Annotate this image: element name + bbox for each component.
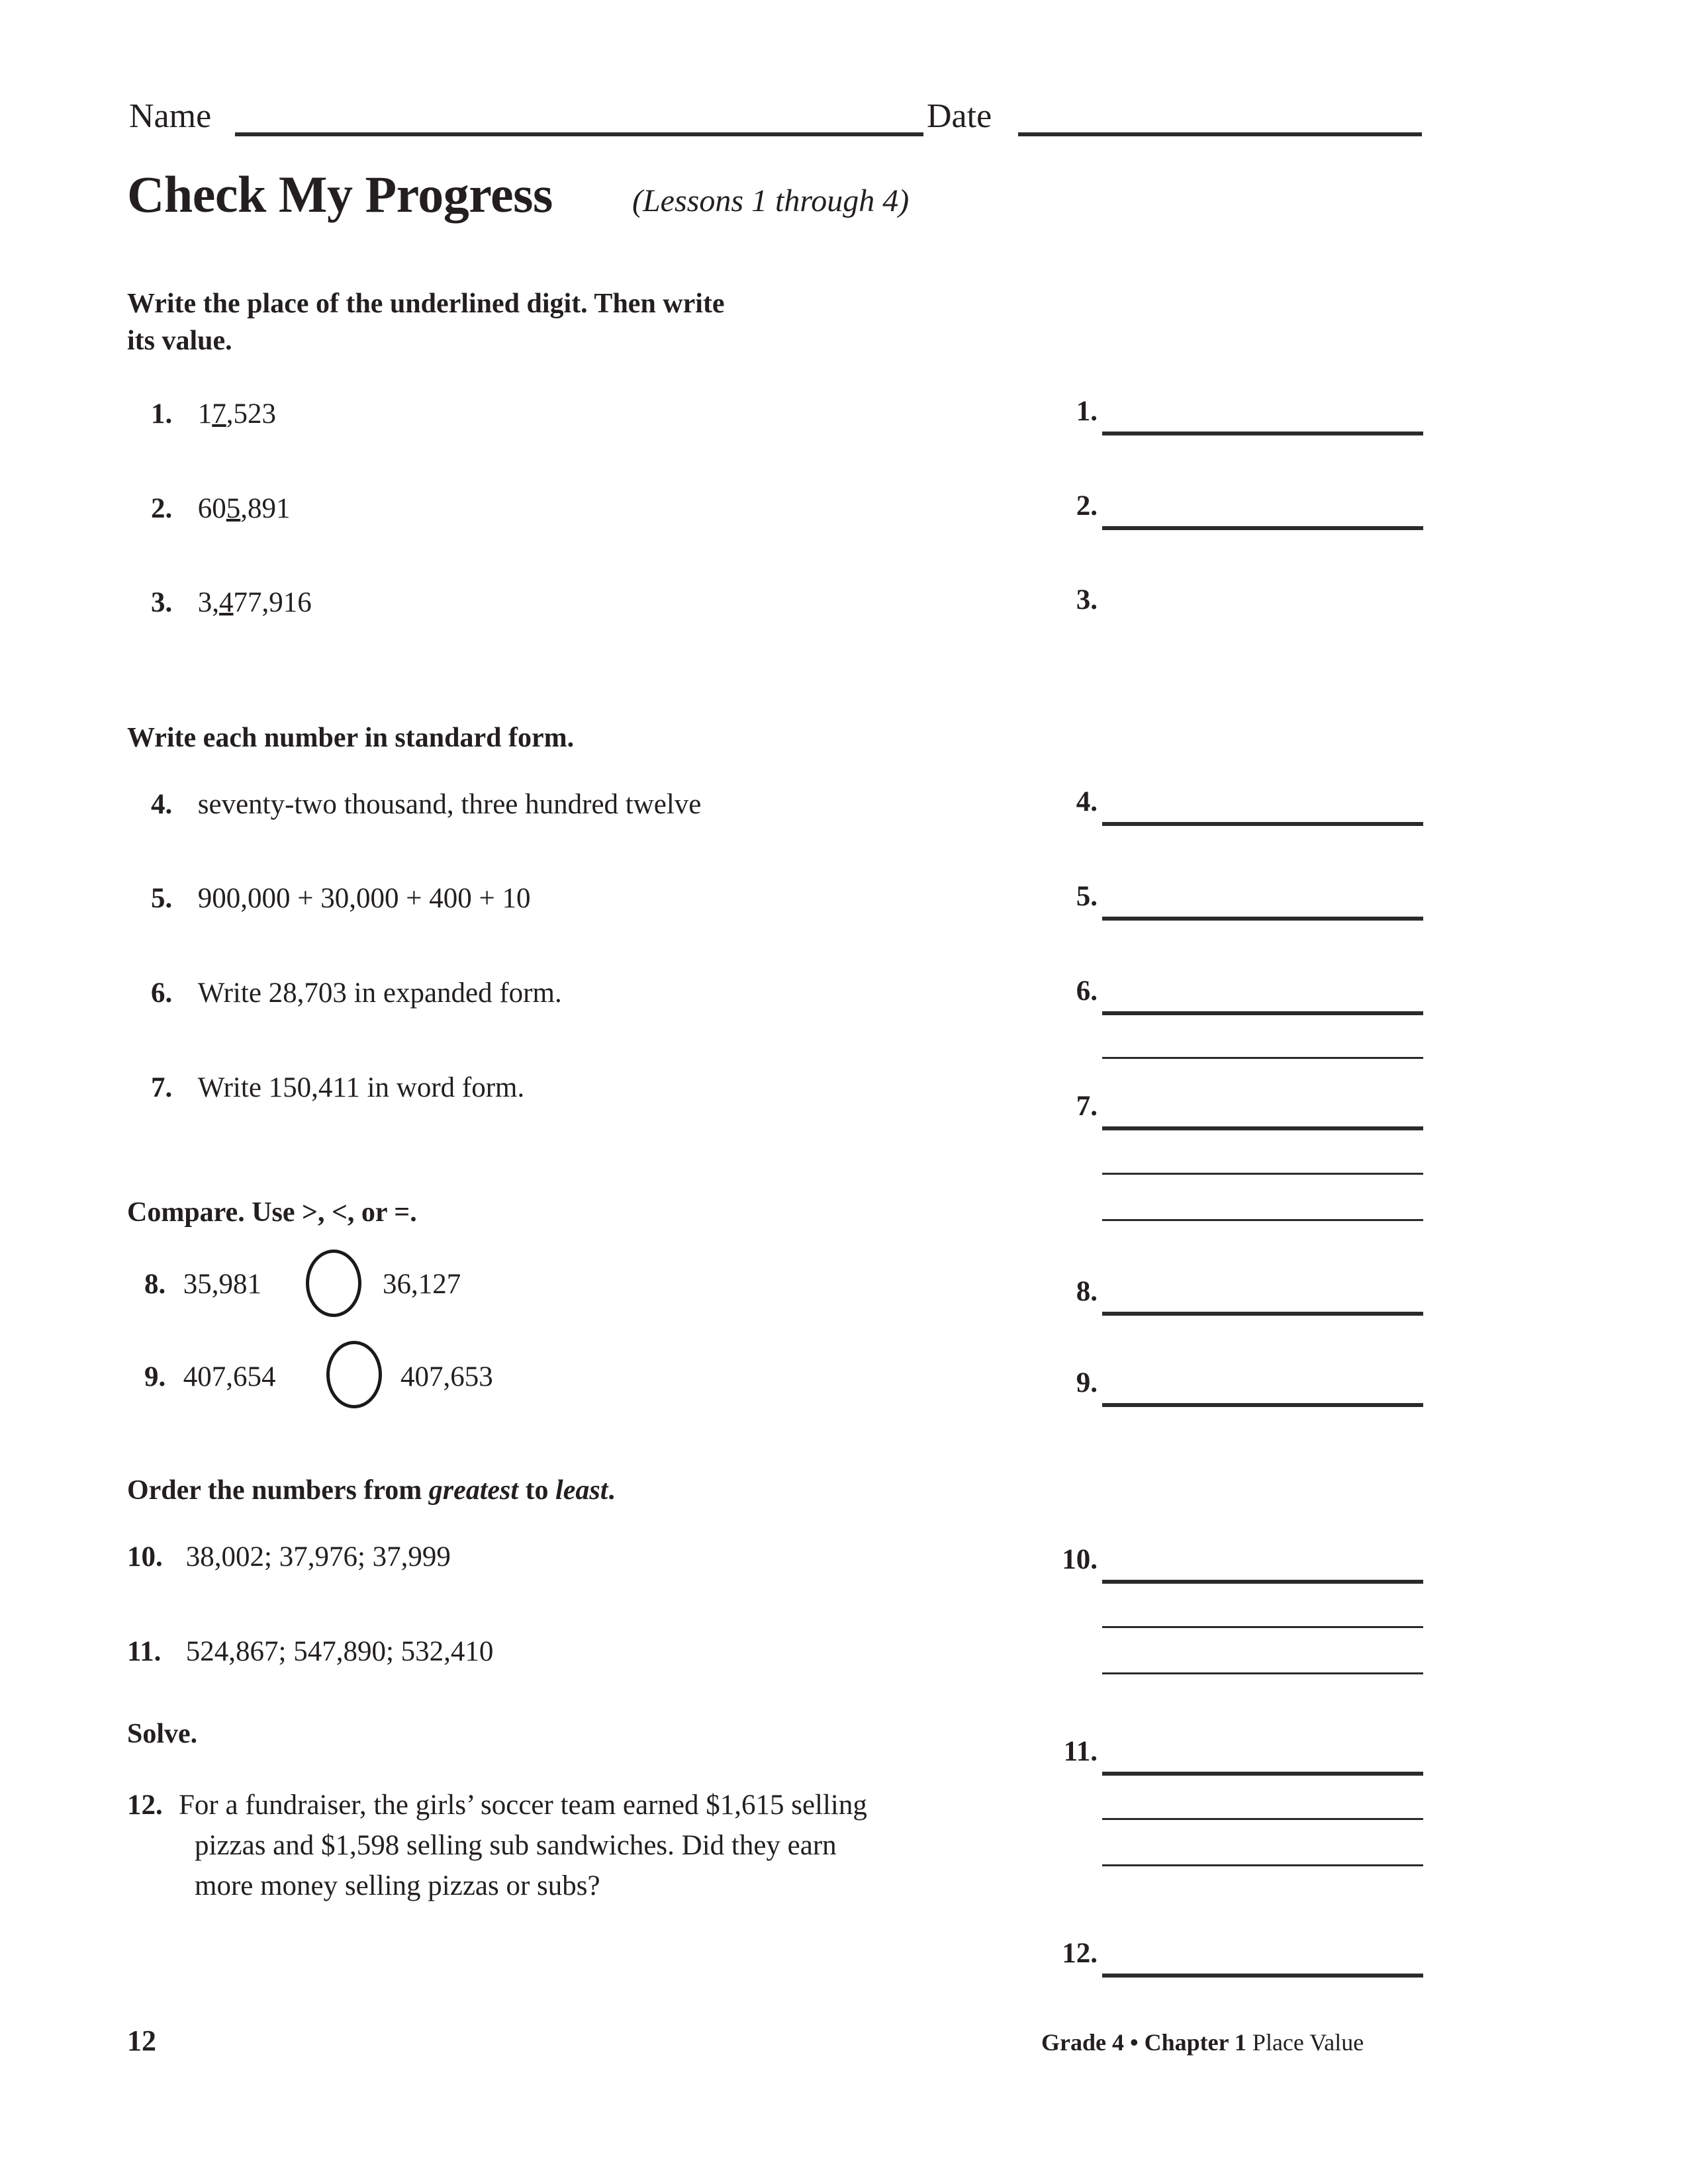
footer-page-number: 12: [127, 2025, 156, 2057]
compare-circle-8[interactable]: [306, 1250, 361, 1317]
problem-8: [144, 1264, 261, 1304]
problem-11-text: 524,867; 547,890; 532,410: [185, 1636, 494, 1667]
name-input-line[interactable]: [235, 132, 923, 136]
problem-2-number: 2.: [151, 493, 173, 524]
problem-1-pre: 1: [197, 398, 212, 430]
problem-10-number: 10.: [127, 1541, 163, 1572]
footer-source-bold: Grade 4 • Chapter 1: [1041, 2029, 1246, 2056]
problem-10: [127, 1537, 451, 1577]
problem-12-line2: pizzas and $1,598 selling sub sandwiches. Did they earn: [195, 1830, 837, 1862]
problem-5-text: 900,000 + 30,000 + 400 + 10: [197, 883, 531, 914]
problem-1: [151, 394, 276, 434]
problem-4-text: seventy-two thousand, three hundred twelve: [197, 789, 702, 820]
answer-line-1-a[interactable]: [1102, 432, 1423, 435]
problem-8-number: 8.: [144, 1269, 166, 1300]
problem-1-number: 1.: [151, 398, 173, 430]
answer-line-12-a[interactable]: [1102, 1974, 1423, 1978]
problem-11-number: 11.: [127, 1636, 162, 1667]
direction-compare: Compare. Use >, <, or =.: [127, 1197, 417, 1228]
answer-number-12: 12.: [1062, 1938, 1098, 1969]
problem-12-number: 12.: [127, 1790, 163, 1821]
problem-9: [144, 1357, 276, 1397]
date-label: Date: [927, 97, 992, 135]
problem-12-line1: For a fundraiser, the girls’ soccer team earned $1,615 selling: [179, 1790, 867, 1821]
compare-circle-9[interactable]: [326, 1341, 382, 1408]
direction-order-post: .: [608, 1475, 615, 1506]
answer-number-11: 11.: [1063, 1736, 1098, 1767]
problem-6-number: 6.: [151, 978, 173, 1009]
problem-2-pre: 60: [197, 493, 226, 524]
answer-line-2-a[interactable]: [1102, 526, 1423, 530]
title-lessons-range: (Lessons 1 through 4): [632, 183, 910, 218]
problem-5-number: 5.: [151, 883, 173, 914]
answer-number-6: 6.: [1076, 976, 1098, 1007]
problem-7-text: Write 150,411 in word form.: [197, 1072, 525, 1103]
answer-line-11-c[interactable]: [1102, 1864, 1423, 1866]
direction-order-least: least: [555, 1475, 608, 1506]
problem-8-left-value: 35,981: [183, 1269, 261, 1300]
answer-number-4: 4.: [1076, 786, 1098, 817]
problem-9-right-value: 407,653: [400, 1361, 493, 1392]
answer-line-10-a[interactable]: [1102, 1580, 1423, 1584]
problem-3-underlined-digit: 4: [219, 587, 234, 618]
problem-10-text: 38,002; 37,976; 37,999: [185, 1541, 451, 1572]
answer-line-6-b[interactable]: [1102, 1057, 1423, 1059]
problem-3-number: 3.: [151, 587, 173, 618]
direction-standard-form: Write each number in standard form.: [127, 723, 575, 753]
problem-8-right-value: 36,127: [383, 1269, 461, 1300]
problem-4-number: 4.: [151, 789, 173, 820]
problem-2: [151, 488, 291, 529]
problem-3-pre: 3,: [197, 587, 219, 618]
answer-number-7: 7.: [1076, 1091, 1098, 1122]
problem-4: [151, 784, 701, 825]
answer-line-8-a[interactable]: [1102, 1312, 1423, 1316]
direction-place-value-line1: Write the place of the underlined digit. Then write: [127, 289, 725, 319]
problem-5: [151, 878, 531, 919]
answer-line-7-b[interactable]: [1102, 1173, 1423, 1175]
answer-line-9-a[interactable]: [1102, 1403, 1423, 1407]
answer-line-4-a[interactable]: [1102, 822, 1423, 826]
answer-number-5: 5.: [1076, 881, 1098, 912]
answer-number-1: 1.: [1076, 396, 1098, 427]
problem-9-left-value: 407,654: [183, 1361, 276, 1392]
answer-number-2: 2.: [1076, 490, 1098, 522]
direction-order: [127, 1473, 615, 1509]
direction-order-greatest: greatest: [428, 1475, 519, 1506]
name-label: Name: [129, 97, 212, 135]
answer-number-3: 3.: [1076, 584, 1098, 615]
problem-2-post: ,891: [240, 493, 291, 524]
answer-number-9: 9.: [1076, 1367, 1098, 1398]
answer-line-6-a[interactable]: [1102, 1011, 1423, 1015]
direction-order-pre: Order the numbers from: [127, 1475, 429, 1506]
date-input-line[interactable]: [1018, 132, 1422, 136]
problem-12-line3: more money selling pizzas or subs?: [195, 1870, 600, 1902]
footer-source-rest: Place Value: [1246, 2029, 1364, 2056]
problem-11: [127, 1631, 493, 1672]
problem-9-number: 9.: [144, 1361, 166, 1392]
problem-6: [151, 973, 562, 1013]
direction-order-mid: to: [518, 1475, 556, 1506]
problem-6-text: Write 28,703 in expanded form.: [197, 978, 562, 1009]
answer-number-10: 10.: [1062, 1544, 1098, 1575]
problem-7: [151, 1068, 524, 1108]
problem-3-value: [198, 582, 312, 623]
problem-1-post: ,523: [226, 398, 276, 430]
problem-12: [127, 1785, 981, 1906]
problem-3: [151, 582, 312, 623]
direction-place-value-line2: its value.: [127, 326, 232, 356]
footer-source: [1041, 2030, 1364, 2054]
page-title: Check My Progress: [127, 165, 553, 223]
problem-3-post: 77,916: [233, 587, 312, 618]
problem-1-value: [198, 394, 276, 434]
answer-line-11-b[interactable]: [1102, 1818, 1423, 1820]
answer-line-7-a[interactable]: [1102, 1126, 1423, 1130]
answer-line-10-b[interactable]: [1102, 1626, 1423, 1628]
problem-1-underlined-digit: 7: [212, 398, 226, 430]
answer-line-10-c[interactable]: [1102, 1672, 1423, 1674]
answer-line-7-c[interactable]: [1102, 1219, 1423, 1221]
answer-number-8: 8.: [1076, 1276, 1098, 1307]
problem-2-value: [198, 488, 291, 529]
problem-2-underlined-digit: 5: [226, 493, 241, 524]
problem-7-number: 7.: [151, 1072, 173, 1103]
direction-solve: Solve.: [127, 1719, 198, 1749]
answer-line-11-a[interactable]: [1102, 1772, 1423, 1776]
answer-line-5-a[interactable]: [1102, 917, 1423, 921]
